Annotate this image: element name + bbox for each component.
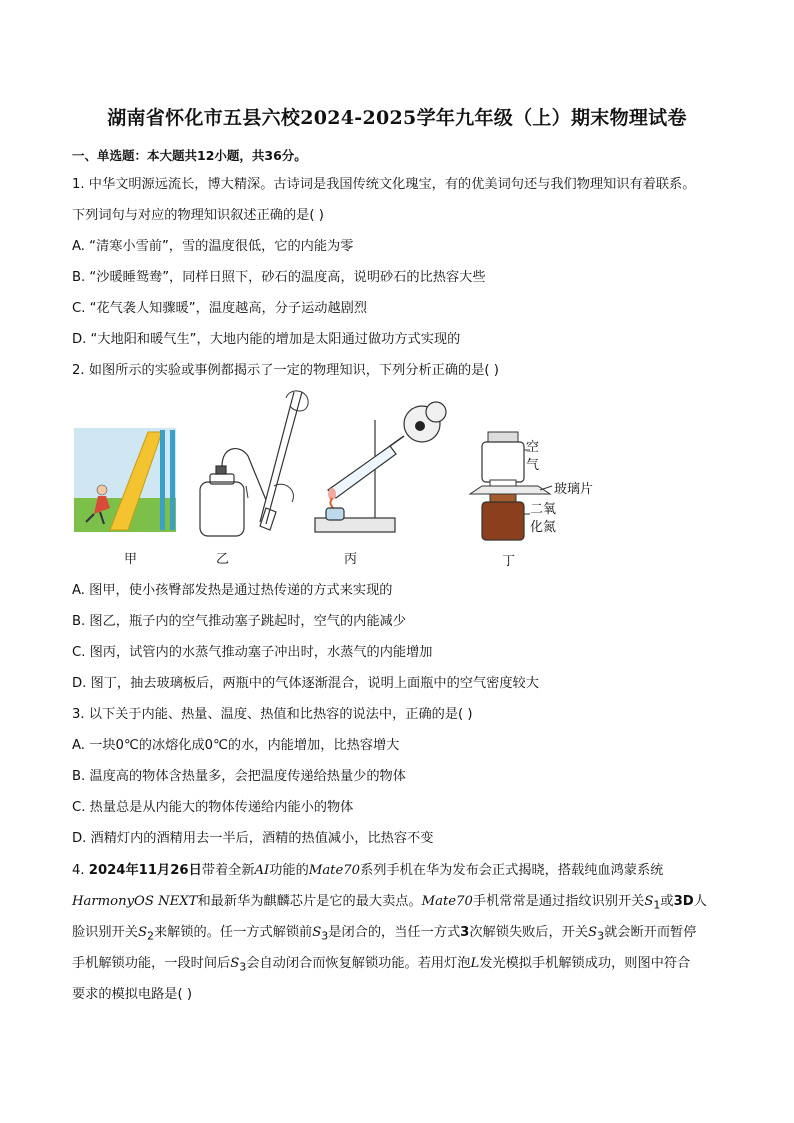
q1-option-c: C. “花气袭人知骤暖”，温度越高，分子运动越剧烈: [72, 301, 368, 316]
q1-stem-line1: 1. 中华文明源远流长，博大精深。古诗词是我国传统文化瑰宝，有的优美词句还与我们物理知识有着联系。: [72, 177, 696, 192]
q3-option-a: A. 一块0℃的冰熔化成0℃的水，内能增加，比热容增大: [72, 738, 400, 753]
caption-yi: 乙: [216, 552, 230, 567]
q1-option-a: A. “清寒小雪前”，雪的温度很低，它的内能为零: [72, 239, 354, 254]
figure-yi-bottle-pump: [200, 391, 308, 536]
q3-option-c: C. 热量总是从内能大的物体传递给内能小的物体: [72, 800, 354, 815]
section-heading: 一、单选题：本大题共12小题，共36分。: [72, 148, 307, 163]
q4-line5: 要求的模拟电路是( ): [72, 987, 192, 1002]
q3-option-b: B. 温度高的物体含热量多，会把温度传递给热量少的物体: [72, 769, 406, 784]
q2-option-b: B. 图乙，瓶子内的空气推动塞子跳起时，空气的内能减少: [72, 614, 406, 629]
exam-title: 湖南省怀化市五县六校2024-2025学年九年级（上）期末物理试卷: [107, 107, 687, 129]
q4-text: 会自动闭合而恢复解锁功能。若用灯泡: [246, 956, 471, 971]
q1-option-d: D. “大地阳和暖气生”，大地内能的增加是太阳通过做功方式实现的: [72, 332, 461, 347]
caption-ding: 丁: [502, 554, 516, 569]
caption-jia: 甲: [124, 552, 138, 567]
q4-text: 来解锁的。任一方式解锁前: [153, 925, 313, 940]
q4-subscript: 2: [146, 929, 154, 943]
q4-math: 3: [460, 925, 470, 940]
q4-date: 2024年11月26日: [88, 863, 202, 878]
q4-subscript: 3: [597, 929, 605, 943]
q1-stem-line2: 下列词句与对应的物理知识叙述正确的是( ): [72, 208, 324, 223]
label-air-2: 气: [526, 458, 540, 473]
q4-text: 和最新华为麒麟芯片是它的最大卖点。: [197, 894, 422, 909]
label-co2-1: 二氧: [530, 502, 557, 517]
q4-text: 带着全新: [201, 863, 255, 878]
label-co2-2: 化氮: [530, 520, 557, 535]
q4-math: S: [588, 925, 598, 940]
q2-figure-drawing: [70, 390, 630, 570]
q4-text: 人: [693, 894, 707, 909]
q4-math: S: [644, 894, 654, 909]
figure-bing-test-tube: [315, 402, 446, 532]
label-air-1: 空: [526, 440, 540, 455]
q4-math: S: [312, 925, 322, 940]
q4-math: S: [230, 956, 240, 971]
q4-line1: [72, 862, 663, 880]
q4-line2: [72, 893, 707, 915]
q4-text: 发光模拟手机解锁成功，则图中符合: [479, 956, 691, 971]
q2-stem: 2. 如图所示的实验或事例都揭示了一定的物理知识，下列分析正确的是( ): [72, 363, 499, 378]
q4-math: AI: [254, 863, 270, 878]
q4-subscript: 3: [321, 929, 329, 943]
q4-text: 是闭合的，当任一方式: [328, 925, 461, 940]
q4-math: Mate70: [421, 894, 473, 909]
q4-line4: [72, 955, 690, 977]
q4-text: 手机解锁功能，一段时间后: [72, 956, 231, 971]
q4-subscript: 3: [239, 960, 247, 974]
q4-text: 系列手机在华为发布会正式揭晓，搭载纯血鸿蒙系统: [360, 863, 664, 878]
q4-text: 脸识别开关: [72, 925, 138, 940]
q4-text: 手机常常是通过指纹识别开关: [472, 894, 645, 909]
q4-subscript: 1: [653, 898, 661, 912]
q4-text: 功能的: [269, 863, 309, 878]
figure-jia-slide: [74, 428, 176, 532]
q4-line3: [72, 924, 696, 946]
q4-text: 或: [660, 894, 674, 909]
q2-figure: [70, 390, 630, 570]
q2-option-d: D. 图丁，抽去玻璃板后，两瓶中的气体逐渐混合，说明上面瓶中的空气密度较大: [72, 676, 539, 691]
q4-math: L: [470, 956, 480, 971]
q1-option-b: B. “沙暖睡鸳鸯”，同样日照下，砂石的温度高，说明砂石的比热容大些: [72, 270, 486, 285]
q4-number: 4.: [72, 863, 89, 878]
q2-option-c: C. 图丙，试管内的水蒸气推动塞子冲出时，水蒸气的内能增加: [72, 645, 433, 660]
q4-math: S: [137, 925, 147, 940]
q4-text: 次解锁失败后，开关: [469, 925, 589, 940]
label-glass: 玻璃片: [554, 482, 594, 497]
q3-option-d: D. 酒精灯内的酒精用去一半后，酒精的热值减小，比热容不变: [72, 831, 434, 846]
q2-option-a: A. 图甲，使小孩臀部发热是通过热传递的方式来实现的: [72, 583, 393, 598]
q4-math: Mate70: [308, 863, 361, 878]
q4-math: 3D: [673, 894, 694, 909]
caption-bing: 丙: [344, 552, 358, 567]
q4-text: 就会断开而暂停: [604, 925, 697, 940]
q4-math: HarmonyOS NEXT: [72, 894, 198, 909]
q3-stem: 3. 以下关于内能、热量、温度、热值和比热容的说法中，正确的是( ): [72, 707, 473, 722]
